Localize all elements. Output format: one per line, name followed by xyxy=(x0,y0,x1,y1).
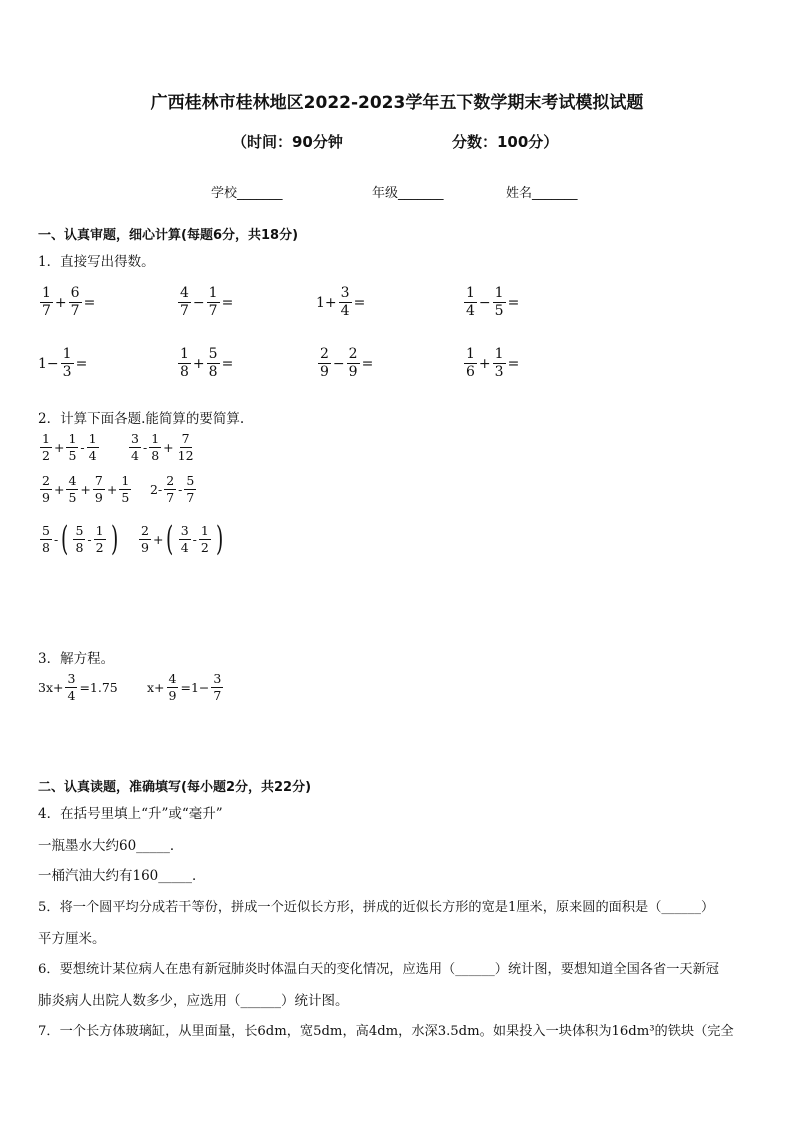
q3-equation-2 xyxy=(147,672,225,703)
operator: + xyxy=(152,531,164,547)
q1-item xyxy=(38,286,95,320)
parenthesized-group: ( $\frac{5}{8}$ - $\frac{1}{2}$ ) xyxy=(61,519,118,559)
fraction: $\frac{7}{12}$ xyxy=(177,431,194,463)
q1-prompt: 1．直接写出得数。 xyxy=(38,254,155,270)
operator: = xyxy=(361,355,374,372)
fraction: $\frac{3}{4}$ xyxy=(131,431,139,463)
fraction: $\frac{5}{7}$ xyxy=(186,473,195,505)
operator: - xyxy=(53,531,59,547)
operator: = xyxy=(75,355,88,372)
q3-equation-1 xyxy=(38,672,118,703)
operator: x+ xyxy=(147,679,165,695)
fraction: $\frac{2}{9}$ xyxy=(348,346,358,381)
q4-line2: 一桶汽油大约有160_____． xyxy=(38,868,206,884)
operator: - xyxy=(178,481,183,497)
q2-expr-6 xyxy=(137,519,226,559)
q4-prompt: 4．在括号里填上“升”或“毫升” xyxy=(38,806,223,822)
operator: = xyxy=(507,294,520,311)
q3-prompt: 3．解方程。 xyxy=(38,651,115,667)
fraction: $\frac{4}{7}$ xyxy=(180,285,189,320)
operator: 3x+ xyxy=(38,679,64,695)
q2-expr-4 xyxy=(150,474,198,505)
grade-field[interactable]: 年级_______ xyxy=(372,186,444,201)
fraction: $\frac{2}{9}$ xyxy=(320,346,329,381)
fraction: $\frac{1}{7}$ xyxy=(42,285,51,320)
exam-score: 分数：100分） xyxy=(452,133,559,151)
operator: = xyxy=(353,294,366,311)
operator: - xyxy=(192,531,197,547)
q6-line2: 肺炎病人出院人数多少，应选用（______）统计图。 xyxy=(38,993,349,1009)
q1-item xyxy=(462,347,519,381)
operator: 1− xyxy=(38,355,59,372)
operator: + xyxy=(53,439,65,455)
fraction: $\frac{1}{5}$ xyxy=(494,285,504,320)
fraction: $\frac{5}{8}$ xyxy=(42,522,50,555)
operator: =1.75 xyxy=(79,679,118,695)
operator: 1+ xyxy=(316,294,337,311)
fraction: $\frac{1}{3}$ xyxy=(62,346,72,381)
operator: − xyxy=(332,355,345,372)
fraction: $\frac{1}{7}$ xyxy=(208,285,218,320)
operator: - xyxy=(80,439,85,455)
fraction: $\frac{3}{7}$ xyxy=(213,671,222,703)
operator: − xyxy=(192,294,205,311)
operator: = xyxy=(221,294,234,311)
fraction: $\frac{1}{5}$ xyxy=(68,431,77,463)
fraction: $\frac{1}{2}$ xyxy=(95,522,104,555)
q2-expr-1 xyxy=(38,432,101,463)
fraction: $\frac{1}{4}$ xyxy=(466,285,475,320)
operator: + xyxy=(54,294,67,311)
q2-expr-5 xyxy=(38,519,121,559)
q1-item xyxy=(316,347,373,381)
fraction: $\frac{1}{2}$ xyxy=(42,431,50,463)
operator: + xyxy=(478,355,491,372)
q5-line2: 平方厘米。 xyxy=(38,931,106,947)
fraction: $\frac{1}{3}$ xyxy=(494,346,504,381)
fraction: $\frac{4}{5}$ xyxy=(68,473,77,505)
fraction: $\frac{3}{4}$ xyxy=(180,522,189,555)
operator: + xyxy=(192,355,205,372)
section2-heading: 二、认真读题，准确填写(每小题2分，共22分) xyxy=(38,780,312,795)
q6-line1: 6．要想统计某位病人在患有新冠肺炎时体温白天的变化情况，应选用（______）统计图，要想知道全国各省一天新冠 xyxy=(38,962,719,977)
operator: = xyxy=(83,294,96,311)
operator: - xyxy=(87,531,92,547)
q1-item xyxy=(316,286,365,320)
operator: + xyxy=(163,439,174,455)
q1-item xyxy=(38,347,87,381)
q4-line1: 一瓶墨水大约60_____． xyxy=(38,838,184,854)
school-field[interactable]: 学校_______ xyxy=(211,186,283,201)
q2-prompt: 2．计算下面各题.能简算的要简算. xyxy=(38,411,245,427)
operator: = xyxy=(221,355,234,372)
operator: = xyxy=(507,355,520,372)
section1-heading: 一、认真审题，细心计算(每题6分，共18分) xyxy=(38,228,299,243)
fraction: $\frac{2}{9}$ xyxy=(42,473,50,505)
name-field[interactable]: 姓名_______ xyxy=(506,186,578,201)
fraction: $\frac{4}{9}$ xyxy=(168,671,177,703)
fraction: $\frac{3}{4}$ xyxy=(340,285,350,320)
q5-line1: 5．将一个圆平均分成若干等份，拼成一个近似长方形，拼成的近似长方形的宽是1厘米，原来圆的面积是（______） xyxy=(38,900,715,915)
operator: =1− xyxy=(180,679,210,695)
q1-item xyxy=(176,347,233,381)
parenthesized-group: ( $\frac{3}{4}$ - $\frac{1}{2}$ ) xyxy=(166,519,224,559)
fraction: $\frac{1}{4}$ xyxy=(88,431,97,463)
operator: + xyxy=(80,481,91,497)
page-title: 广西桂林市桂林地区2022-2023学年五下数学期末考试模拟试题 xyxy=(150,93,644,113)
fraction: $\frac{5}{8}$ xyxy=(75,522,84,555)
q2-expr-2 xyxy=(127,432,198,463)
q1-item xyxy=(462,286,519,320)
fraction: $\frac{2}{7}$ xyxy=(166,473,175,505)
fraction: $\frac{1}{5}$ xyxy=(121,473,130,505)
fraction: $\frac{7}{9}$ xyxy=(94,473,103,505)
fraction: $\frac{1}{6}$ xyxy=(466,346,475,381)
fraction: $\frac{1}{2}$ xyxy=(200,522,209,555)
fraction: $\frac{5}{8}$ xyxy=(208,346,218,381)
operator: + xyxy=(53,481,65,497)
operator: − xyxy=(478,294,491,311)
exam-time: （时间：90分钟 xyxy=(232,133,343,151)
fraction: $\frac{2}{9}$ xyxy=(141,522,149,555)
fraction: $\frac{6}{7}$ xyxy=(70,285,80,320)
fraction: $\frac{1}{8}$ xyxy=(151,431,160,463)
operator: - xyxy=(142,439,148,455)
q1-item xyxy=(176,286,233,320)
fraction: $\frac{1}{8}$ xyxy=(180,346,189,381)
q7-line1: 7．一个长方体玻璃缸，从里面量，长6dm，宽5dm，高4dm，水深3.5dm。如果投入一块体积为16dm³的铁块（完全 xyxy=(38,1024,734,1039)
q2-expr-3 xyxy=(38,474,133,505)
operator: 2- xyxy=(150,481,163,497)
operator: + xyxy=(106,481,118,497)
fraction: $\frac{3}{4}$ xyxy=(67,671,76,703)
